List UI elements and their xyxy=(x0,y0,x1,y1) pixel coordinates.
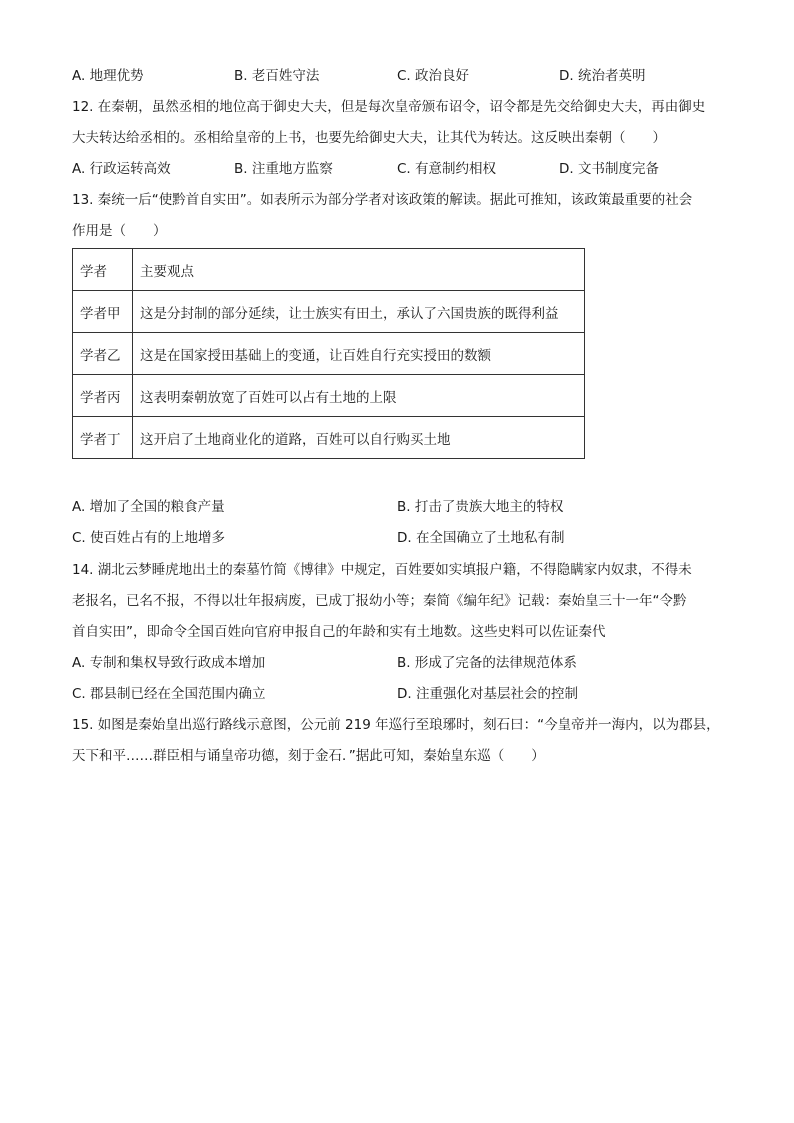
q12-option-a[interactable]: A. 行政运转高效 xyxy=(72,161,171,177)
table-cell-viewpoint: 这是在国家授田基础上的变通，让百姓自行充实授田的数额 xyxy=(133,333,585,375)
q14-option-d[interactable]: D. 注重强化对基层社会的控制 xyxy=(397,686,578,702)
q15-stem-line-1: 15. 如图是秦始皇出巡行路线示意图，公元前 219 年巡行至琅琊时，刻石曰：“今皇帝并一海内，以为郡县， xyxy=(72,717,720,733)
q13-option-b[interactable]: B. 打击了贵族大地主的特权 xyxy=(397,499,564,515)
q13-options-row-1 xyxy=(72,497,732,517)
table-row xyxy=(73,375,585,417)
q13-option-c[interactable]: C. 使百姓占有的上地增多 xyxy=(72,530,226,546)
q14-option-c[interactable]: C. 郡县制已经在全国范围内确立 xyxy=(72,686,266,702)
table-row xyxy=(73,291,585,333)
table-cell-viewpoint: 这是分封制的部分延续，让士族实有田土，承认了六国贵族的既得利益 xyxy=(133,291,585,333)
q13-stem-line-1: 13. 秦统一后“使黔首自实田”。如表所示为部分学者对该政策的解读。据此可推知，该政策最重要的社会 xyxy=(72,192,693,208)
q12-option-b[interactable]: B. 注重地方监察 xyxy=(234,161,333,177)
q12-stem-line-1: 12. 在秦朝，虽然丞相的地位高于御史大夫，但是每次皇帝颁布诏令，诏令都是先交给御史大夫，再由御史 xyxy=(72,99,706,115)
q14-options-row-2 xyxy=(72,684,732,704)
q12-stem-line-2: 大夫转达给丞相的。丞相给皇帝的上书，也要先给御史大夫，让其代为转达。这反映出秦朝（ ） xyxy=(72,130,666,146)
table-cell-scholar: 学者丙 xyxy=(73,375,133,417)
q11-option-a[interactable]: A. 地理优势 xyxy=(72,68,144,84)
q14-option-b[interactable]: B. 形成了完备的法律规范体系 xyxy=(397,655,577,671)
q13-stem-line-2: 作用是（ ） xyxy=(72,223,167,239)
q13-options-row-2 xyxy=(72,528,732,548)
q11-options xyxy=(72,66,732,86)
scholar-views-table xyxy=(72,248,585,459)
q14-stem-line-3: 首自实田”，即命令全国百姓向官府申报自己的年龄和实有土地数。这些史料可以佐证秦代 xyxy=(72,624,606,640)
q14-options-row-1 xyxy=(72,653,732,673)
table-header-row xyxy=(73,249,585,291)
q11-option-c[interactable]: C. 政治良好 xyxy=(397,68,470,84)
q14-stem-line-1: 14. 湖北云梦睡虎地出土的秦墓竹简《博律》中规定，百姓要如实填报户籍，不得隐瞒家内奴隶，不得未 xyxy=(72,562,692,578)
table-cell-scholar: 学者丁 xyxy=(73,417,133,459)
q12-option-d[interactable]: D. 文书制度完备 xyxy=(559,161,659,177)
q12-options xyxy=(72,159,732,179)
table-header-scholar: 学者 xyxy=(73,249,133,291)
table-cell-viewpoint: 这表明秦朝放宽了百姓可以占有土地的上限 xyxy=(133,375,585,417)
q14-option-a[interactable]: A. 专制和集权导致行政成本增加 xyxy=(72,655,266,671)
table-header-viewpoint: 主要观点 xyxy=(133,249,585,291)
table-row xyxy=(73,333,585,375)
q13-option-a[interactable]: A. 增加了全国的粮食产量 xyxy=(72,499,225,515)
table-cell-viewpoint: 这开启了土地商业化的道路，百姓可以自行购买土地 xyxy=(133,417,585,459)
q14-stem-line-2: 老报名，已名不报，不得以壮年报病废，已成丁报幼小等；秦简《编年纪》记载：秦始皇三十一年“令黔 xyxy=(72,593,687,609)
q11-option-d[interactable]: D. 统治者英明 xyxy=(559,68,646,84)
q11-option-b[interactable]: B. 老百姓守法 xyxy=(234,68,320,84)
q12-option-c[interactable]: C. 有意制约相权 xyxy=(397,161,497,177)
table-row xyxy=(73,417,585,459)
q13-option-d[interactable]: D. 在全国确立了土地私有制 xyxy=(397,530,565,546)
table-cell-scholar: 学者乙 xyxy=(73,333,133,375)
q15-stem-line-2: 天下和平……群臣相与诵皇帝功德，刻于金石．”据此可知，秦始皇东巡（ ） xyxy=(72,748,545,764)
table-cell-scholar: 学者甲 xyxy=(73,291,133,333)
